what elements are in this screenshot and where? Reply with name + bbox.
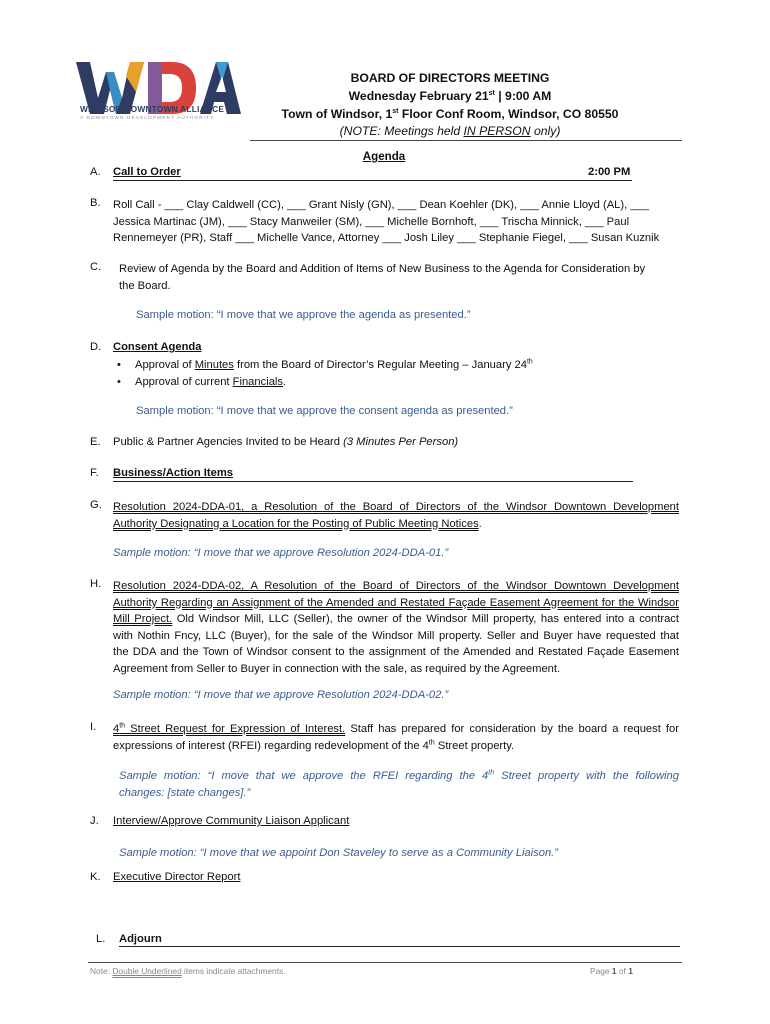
consent-agenda-list — [113, 357, 673, 390]
item-e-letter: E. — [90, 436, 101, 448]
business-action-items: Business/Action Items — [113, 467, 233, 479]
item-k-letter: K. — [90, 871, 101, 883]
header-divider — [250, 140, 682, 141]
call-to-order-time: 2:00 PM — [588, 166, 631, 178]
item-c-letter: C. — [90, 261, 102, 273]
rfei-motion: Sample motion: “I move that we approve the RFEI regarding the 4th Street property with the following changes: [state changes].” — [119, 769, 679, 799]
logo-caption: WINDSOR DOWNTOWN ALLIANCE — [80, 104, 225, 114]
call-to-order-underline — [113, 180, 632, 181]
consent-item-minutes: • Approval of Minutes from the Board of Director’s Regular Meeting – January 24th — [113, 357, 673, 374]
rfei-4th-street[interactable]: 4th Street Request for Expression of Interest. Staff has prepared for consideration by the board a request for expressions of interest (RFEI) regarding redevelopment of the 4th Street property. — [113, 722, 679, 752]
footer-divider — [88, 962, 682, 963]
community-liaison: Interview/Approve Community Liaison Applicant — [113, 815, 350, 827]
agenda-review: Review of Agenda by the Board and Addition of Items of New Business to the Agenda for Consideration by the Board. — [119, 263, 646, 292]
item-d-letter: D. — [90, 341, 102, 353]
public-comment: Public & Partner Agencies Invited to be Heard (3 Minutes Per Person) — [113, 436, 459, 448]
agenda-heading: Agenda — [362, 150, 406, 163]
meeting-title: BOARD OF DIRECTORS MEETING — [350, 71, 550, 85]
call-to-order: Call to Order — [113, 166, 181, 178]
financials-link[interactable]: Financials — [232, 375, 284, 388]
logo-subcaption: A DOWNTOWN DEVELOPMENT AUTHORITY — [80, 115, 215, 120]
meeting-date: Wednesday February 21st | 9:00 AM — [348, 89, 552, 103]
item-a-letter: A. — [90, 166, 101, 178]
item-i-letter: I. — [90, 721, 97, 733]
page-number: Page 1 of 1 — [590, 966, 633, 976]
footer-note: Note: Double Underlined items indicate attachments. — [90, 966, 286, 976]
resolution-02[interactable]: Resolution 2024-DDA-02, A Resolution of the Board of Directors of the Windsor Downtown Development Authority Regarding an Assignment of the Amended and Restated Façade Easement Agreement for the Windsor Mill Project. Old Windsor Mill, LLC (Seller), the owner of the Windsor Mill property, has entered into a contract with Nothin Fncy, LLC (Buyer), for the sale of the Windsor Mill property. Seller and Buyer have requested that the DDA and the Town of Windsor consent to the assignment of the Amended and Restated Façade Easement Agreement from Seller to Buyer in connection with the sale, as required by the Agreement. — [113, 580, 679, 675]
consent-item-financials: • Approval of current Financials. — [113, 374, 673, 391]
business-underline — [113, 481, 633, 482]
resolution-01-motion: Sample motion: “I move that we approve Resolution 2024-DDA-01.” — [113, 547, 449, 559]
minutes-link[interactable]: Minutes — [194, 359, 234, 371]
item-l-letter: L. — [96, 933, 106, 945]
item-h-letter: H. — [90, 578, 102, 590]
community-liaison-motion: Sample motion: “I move that we appoint Don Staveley to serve as a Community Liaison.” — [119, 847, 559, 859]
adjourn: Adjourn — [119, 933, 162, 945]
meeting-location: Town of Windsor, 1st Floor Conf Room, Windsor, CO 80550 — [281, 107, 619, 121]
roll-call: Roll Call - ___ Clay Caldwell (CC), ___ Grant Nisly (GN), ___ Dean Koehler (DK), ___ Annie Lloyd (AL), ___ Jessica Martinac (JM), ___ Stacy Manweiler (SM), ___ Michelle Bornhoft, ___ Trischa Minnick, ___ Paul Rennemeyer (PR), Staff ___ Michelle Vance, Attorney ___ Josh Liley ___ Stephanie Fiegel, ___ Susan Kuznik — [113, 199, 660, 244]
item-j-letter: J. — [90, 815, 99, 827]
agenda-motion: Sample motion: “I move that we approve the agenda as presented.” — [136, 309, 471, 321]
resolution-01[interactable]: Resolution 2024-DDA-01, a Resolution of the Board of Directors of the Windsor Downtown Development Authority Designating a Location for the Posting of Public Meeting Notices. — [113, 501, 679, 530]
resolution-02-motion: Sample motion: “I move that we approve Resolution 2024-DDA-02.” — [113, 689, 449, 701]
item-f-letter: F. — [90, 467, 99, 479]
adjourn-underline — [119, 946, 680, 947]
item-b-letter: B. — [90, 197, 101, 209]
consent-motion: Sample motion: “I move that we approve the consent agenda as presented.” — [136, 405, 513, 417]
executive-director-report: Executive Director Report — [113, 871, 241, 883]
meeting-note: (NOTE: Meetings held IN PERSON only) — [339, 124, 561, 138]
consent-agenda: Consent Agenda — [113, 341, 202, 353]
item-g-letter: G. — [90, 499, 102, 511]
